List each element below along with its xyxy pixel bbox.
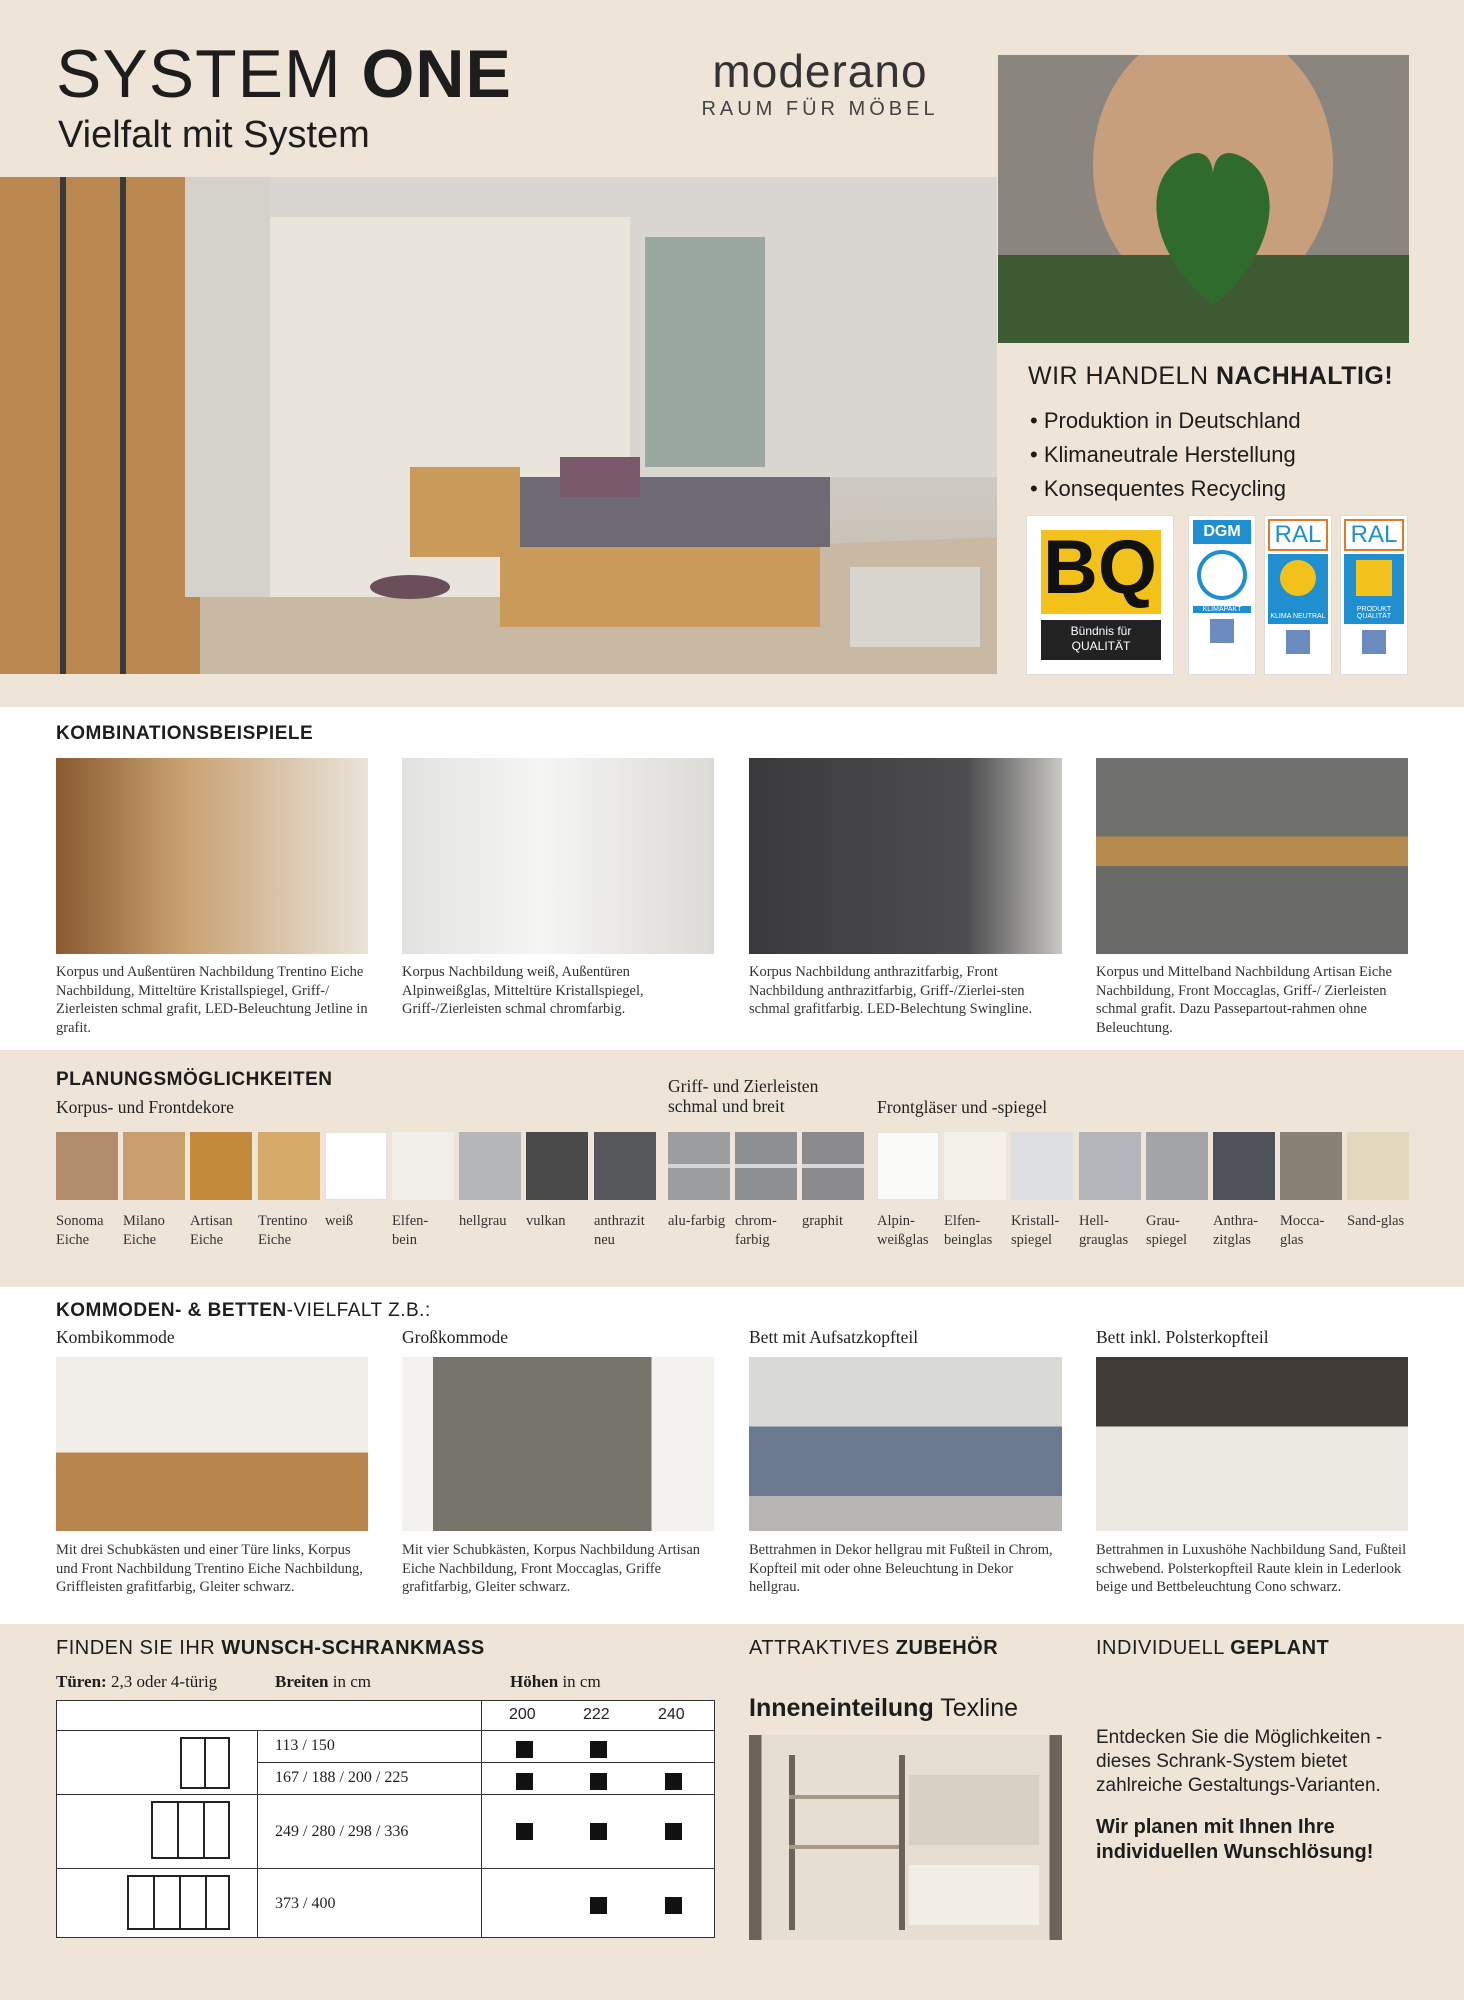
trim-label: Griff- und Zierleisten schmal und breit xyxy=(668,1076,819,1116)
bq-badge xyxy=(1026,515,1174,675)
availability-mark xyxy=(590,1773,607,1790)
ral-climate-sublabel: KLIMA NEUTRAL xyxy=(1270,613,1326,620)
combo-image-4 xyxy=(1096,758,1408,954)
bed-image-1 xyxy=(749,1357,1062,1531)
kommoden-heading: KOMMODEN- & BETTEN-VIELFALT Z.B.: xyxy=(56,1300,431,1321)
width-row-2: 167 / 188 / 200 / 225 xyxy=(275,1769,409,1786)
availability-mark xyxy=(590,1741,607,1758)
decor-swatch[interactable] xyxy=(526,1132,588,1200)
list-item: • Konsequentes Recycling xyxy=(1030,476,1286,501)
combo-image-2 xyxy=(402,758,714,954)
decor-swatch[interactable] xyxy=(459,1132,521,1200)
decor-swatch-label: Milano Eiche xyxy=(123,1213,165,1248)
glass-swatch-label: Sand-glas xyxy=(1347,1213,1405,1229)
list-item: • Produktion in Deutschland xyxy=(1030,408,1301,433)
glass-swatch[interactable] xyxy=(944,1132,1006,1200)
dgm-sublabel: KLIMAPAKT xyxy=(1193,606,1251,613)
decor-swatch[interactable] xyxy=(56,1132,118,1200)
glass-swatch[interactable] xyxy=(1079,1132,1141,1200)
brand-logo[interactable] xyxy=(690,45,950,121)
certification-badges xyxy=(1026,515,1410,675)
glass-swatch[interactable] xyxy=(1347,1132,1409,1200)
glass-swatch[interactable] xyxy=(1146,1132,1208,1200)
page-subtitle: Vielfalt mit System xyxy=(58,114,370,156)
glass-swatch-label: Elfen-beinglas xyxy=(944,1213,993,1248)
decor-swatch-label: hellgrau xyxy=(459,1213,507,1229)
accessory-title: Inneneinteilung Texline xyxy=(749,1694,1019,1722)
combo-image-3 xyxy=(749,758,1062,954)
accessories-heading: ATTRAKTIVES ZUBEHÖR xyxy=(749,1637,999,1659)
planned-cta[interactable]: Wir planen mit Ihnen Ihre individuellen Wunschlösung! xyxy=(1096,1816,1374,1863)
ral-label: RAL xyxy=(1268,519,1328,551)
decor-swatch-label: Elfen-bein xyxy=(392,1213,429,1248)
availability-mark xyxy=(665,1897,682,1914)
decor-swatch-label: weiß xyxy=(325,1213,354,1229)
qr-code-icon xyxy=(1362,630,1386,654)
planned-text: Entdecken Sie die Möglichkeiten - dieses Schrank-System bietet zahlreiche Gestaltungs-Varianten. xyxy=(1096,1727,1383,1796)
texline-interior-image xyxy=(749,1735,1062,1940)
availability-mark xyxy=(590,1823,607,1840)
combo-caption-4: Korpus und Mittelband Nachbildung Artisan Eiche Nachbildung, Front Moccaglas, Griff-/ Zierleisten schmal grafit. Dazu Passepartout-rahmen ohne Beleuchtung. xyxy=(1096,964,1392,1036)
qr-code-icon xyxy=(1210,619,1234,643)
ral-climate-badge xyxy=(1264,515,1332,675)
two-door-icon xyxy=(180,1737,230,1789)
trim-swatch-label: graphit xyxy=(802,1213,844,1229)
glass-swatch[interactable] xyxy=(1280,1132,1342,1200)
kommode-title-4: Bett inkl. Polsterkopfteil xyxy=(1096,1327,1269,1347)
availability-mark xyxy=(516,1773,533,1790)
bq-mark: BQ xyxy=(1043,525,1157,610)
doors-label: Türen: 2,3 oder 4-türig xyxy=(56,1672,218,1691)
hero-bedroom-image xyxy=(0,177,997,674)
planned-heading: INDIVIDUELL GEPLANT xyxy=(1096,1637,1330,1659)
decor-swatch-label: Sonoma Eiche xyxy=(56,1213,104,1248)
availability-mark xyxy=(516,1823,533,1840)
logo-name: moderano xyxy=(712,45,928,97)
ral-quality-badge xyxy=(1340,515,1408,675)
bed-image-2 xyxy=(1096,1357,1408,1531)
ral-label: RAL xyxy=(1344,519,1404,551)
trim-bar xyxy=(802,1164,864,1168)
logo-tagline: RAUM FÜR MÖBEL xyxy=(701,98,939,120)
availability-mark xyxy=(516,1741,533,1758)
decor-swatch[interactable] xyxy=(190,1132,252,1200)
glass-swatch-label: Mocca-glas xyxy=(1280,1213,1325,1248)
ral-quality-sublabel: PRODUKT QUALITÄT xyxy=(1356,606,1392,620)
bq-text: Bündnis für QUALITÄT xyxy=(1041,620,1161,660)
combo-image-1 xyxy=(56,758,368,954)
combo-caption-2: Korpus Nachbildung weiß, Außentüren Alpinweißglas, Mitteltüre Kristallspiegel, Griff-/Zierleisten schmal chromfarbig. xyxy=(402,964,644,1017)
width-row-4: 373 / 400 xyxy=(275,1895,336,1912)
kommode-image-1 xyxy=(56,1357,368,1531)
planning-heading: PLANUNGSMÖGLICHKEITEN xyxy=(56,1069,333,1090)
decor-swatch[interactable] xyxy=(258,1132,320,1200)
sustainability-portrait-image xyxy=(998,55,1409,343)
trim-bar xyxy=(735,1164,797,1168)
decor-swatch-label: vulkan xyxy=(526,1213,566,1229)
four-door-icon xyxy=(127,1875,230,1930)
decor-swatch-label: anthrazit neu xyxy=(594,1213,645,1248)
kommode-caption-1: Mit drei Schubkästen und einer Türe links, Korpus und Front Nachbildung Trentino Eiche Nachbildung, Griffleisten grafitfarbig, Gleiter schwarz. xyxy=(56,1542,363,1595)
glass-swatch[interactable] xyxy=(1213,1132,1275,1200)
combo-caption-1: Korpus und Außentüren Nachbildung Trentino Eiche Nachbildung, Mitteltüre Kristallspiegel, Griff-/ Zierleisten schmal grafit, LED-Beleuchtung Jetline in grafit. xyxy=(56,964,368,1036)
glass-swatch-label: Anthra-zitglas xyxy=(1213,1213,1259,1248)
decor-swatch[interactable] xyxy=(325,1132,387,1200)
glass-swatch-label: Kristall-spiegel xyxy=(1011,1213,1060,1248)
sizes-heading: FINDEN SIE IHR WUNSCH-SCHRANKMASS xyxy=(56,1637,485,1659)
ral-quality-seal-icon xyxy=(1344,554,1404,624)
trim-swatch-label: chrom-farbig xyxy=(735,1213,777,1248)
availability-mark xyxy=(665,1773,682,1790)
kommode-caption-3: Bettrahmen in Dekor hellgrau mit Fußteil in Chrom, Kopfteil mit oder ohne Beleuchtung in Dekor hellgrau. xyxy=(749,1542,1053,1595)
trim-swatch[interactable] xyxy=(735,1132,797,1200)
height-header-200: 200 xyxy=(509,1706,536,1723)
dgm-badge xyxy=(1188,515,1256,675)
trim-bar xyxy=(668,1164,730,1168)
heights-label: Höhen in cm xyxy=(510,1672,601,1691)
sustainability-heading: WIR HANDELN NACHHALTIG! xyxy=(1028,362,1394,390)
trim-swatch-label: alu-farbig xyxy=(668,1213,726,1229)
decor-swatch[interactable] xyxy=(123,1132,185,1200)
decor-swatch[interactable] xyxy=(392,1132,454,1200)
glass-swatch-label: Hell-grauglas xyxy=(1079,1213,1129,1248)
decor-label: Korpus- und Frontdekore xyxy=(56,1097,234,1117)
kommode-title-2: Großkommode xyxy=(402,1327,508,1347)
widths-label: Breiten in cm xyxy=(275,1672,372,1691)
three-door-icon xyxy=(151,1801,230,1859)
dgm-label: DGM xyxy=(1193,520,1251,544)
combos-heading: KOMBINATIONSBEISPIELE xyxy=(56,723,314,744)
height-header-222: 222 xyxy=(583,1706,610,1723)
trim-swatch[interactable] xyxy=(802,1132,864,1200)
decor-swatch-label: Trentino Eiche xyxy=(258,1213,308,1248)
glass-label: Frontgläser und -spiegel xyxy=(877,1097,1048,1117)
decor-swatch-label: Artisan Eiche xyxy=(190,1213,233,1248)
size-table xyxy=(56,1700,715,1938)
glass-swatch[interactable] xyxy=(877,1132,939,1200)
trim-swatch[interactable] xyxy=(668,1132,730,1200)
kommode-caption-4: Bettrahmen in Luxushöhe Nachbildung Sand, Fußteil schwebend. Polsterkopfteil Raute klein in Lederlook beige und Bettbeleuchtung Cono schwarz. xyxy=(1096,1542,1407,1595)
decor-swatch[interactable] xyxy=(594,1132,656,1200)
qr-code-icon xyxy=(1286,630,1310,654)
combo-caption-3: Korpus Nachbildung anthrazitfarbig, Front Nachbildung anthrazitfarbig, Griff-/Zierlei-sten schmal grafitfarbig. LED-Belechtung Swingline. xyxy=(749,964,1033,1017)
ral-climate-seal-icon xyxy=(1268,554,1328,624)
height-header-240: 240 xyxy=(658,1706,685,1723)
kommode-title-1: Kombikommode xyxy=(56,1327,175,1347)
kommode-caption-2: Mit vier Schubkästen, Korpus Nachbildung Artisan Eiche Nachbildung, Front Moccaglas, Griffe grafitfarbig, Gleiter schwarz. xyxy=(402,1542,701,1595)
availability-mark xyxy=(590,1897,607,1914)
kommode-image-2 xyxy=(402,1357,714,1531)
availability-mark xyxy=(665,1823,682,1840)
width-row-1: 113 / 150 xyxy=(275,1737,335,1754)
list-item: • Klimaneutrale Herstellung xyxy=(1030,442,1296,467)
sustainability-list xyxy=(1030,404,1301,506)
kommode-title-3: Bett mit Aufsatzkopfteil xyxy=(749,1327,919,1347)
glass-swatch-label: Alpin-weißglas xyxy=(877,1213,929,1248)
glass-swatch-label: Grau-spiegel xyxy=(1146,1213,1188,1248)
glass-swatch[interactable] xyxy=(1011,1132,1073,1200)
width-row-3: 249 / 280 / 298 / 336 xyxy=(275,1823,409,1840)
dgm-seal-icon xyxy=(1197,550,1247,600)
page-title: SYSTEM ONE xyxy=(56,36,512,112)
